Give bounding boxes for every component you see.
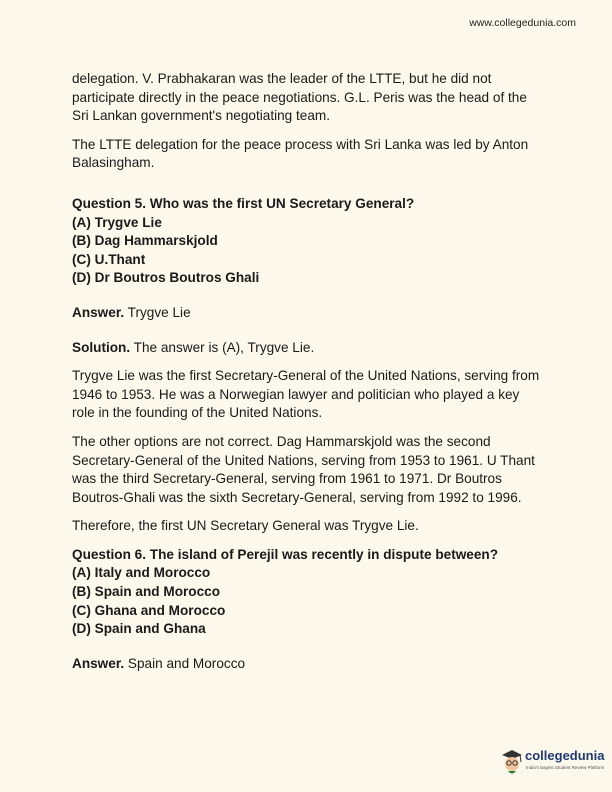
question-5-text: Question 5. Who was the first UN Secretary General? (72, 195, 415, 211)
question-6-text: Question 6. The island of Perejil was recently in dispute between? (72, 546, 499, 562)
footer-logo[interactable] (500, 746, 604, 782)
question-6-option-d: (D) Spain and Ghana (72, 621, 206, 637)
question-5-solution (72, 339, 542, 358)
brand-name: collegedunia (525, 748, 605, 763)
question-6-block (72, 546, 542, 639)
question-6-answer (72, 655, 542, 674)
question-6-option-b: (B) Spain and Morocco (72, 584, 221, 600)
brand-tagline: India's largest Student Review Platform (526, 765, 605, 770)
solution-conclusion: Therefore, the first UN Secretary General was Trygve Lie. (72, 518, 419, 534)
header-url[interactable]: www.collegedunia.com (469, 17, 576, 29)
answer-value: Trygve Lie (127, 304, 191, 320)
solution-paragraph-2: The other options are not correct. Dag Hammarskjold was the second Secretary-General of the United Nations, serving from 1953 to 1961. U Thant was the third Secretary-General, serving from 1961 to 1971. Dr Boutros Boutros-Ghali was the sixth Secretary-General, serving from 1992 to 1996. (72, 433, 535, 505)
question-5-option-c: (C) U.Thant (72, 251, 146, 267)
question-6-option-a: (A) Italy and Morocco (72, 565, 211, 581)
answer-label: Answer. (72, 304, 125, 320)
graduate-mascot-icon (500, 748, 524, 776)
document-body (72, 70, 542, 689)
question-6-option-c: (C) Ghana and Morocco (72, 602, 226, 618)
question-5-option-a: (A) Trygve Lie (72, 214, 162, 230)
question-5-option-b: (B) Dag Hammarskjold (72, 233, 218, 249)
solution-text: The answer is (A), Trygve Lie. (133, 339, 315, 355)
solution-paragraph-1: Trygve Lie was the first Secretary-General of the United Nations, serving from 1946 to 1953. He was a Norwegian lawyer and politician who played a key role in the founding of the United Nations. (72, 368, 540, 421)
question-5-block (72, 195, 542, 288)
question-5-option-d: (D) Dr Boutros Boutros Ghali (72, 270, 260, 286)
answer-label: Answer. (72, 655, 125, 671)
intro-paragraph-1: delegation. V. Prabhakaran was the leader of the LTTE, but he did not participate directly in the peace negotiations. G.L. Peris was the head of the Sri Lankan government's negotiating team. (72, 71, 527, 124)
question-5-answer (72, 304, 542, 323)
intro-paragraph-2: The LTTE delegation for the peace process with Sri Lanka was led by Anton Balasingham. (72, 136, 529, 171)
solution-label: Solution. (72, 339, 131, 355)
answer-value: Spain and Morocco (127, 655, 246, 671)
